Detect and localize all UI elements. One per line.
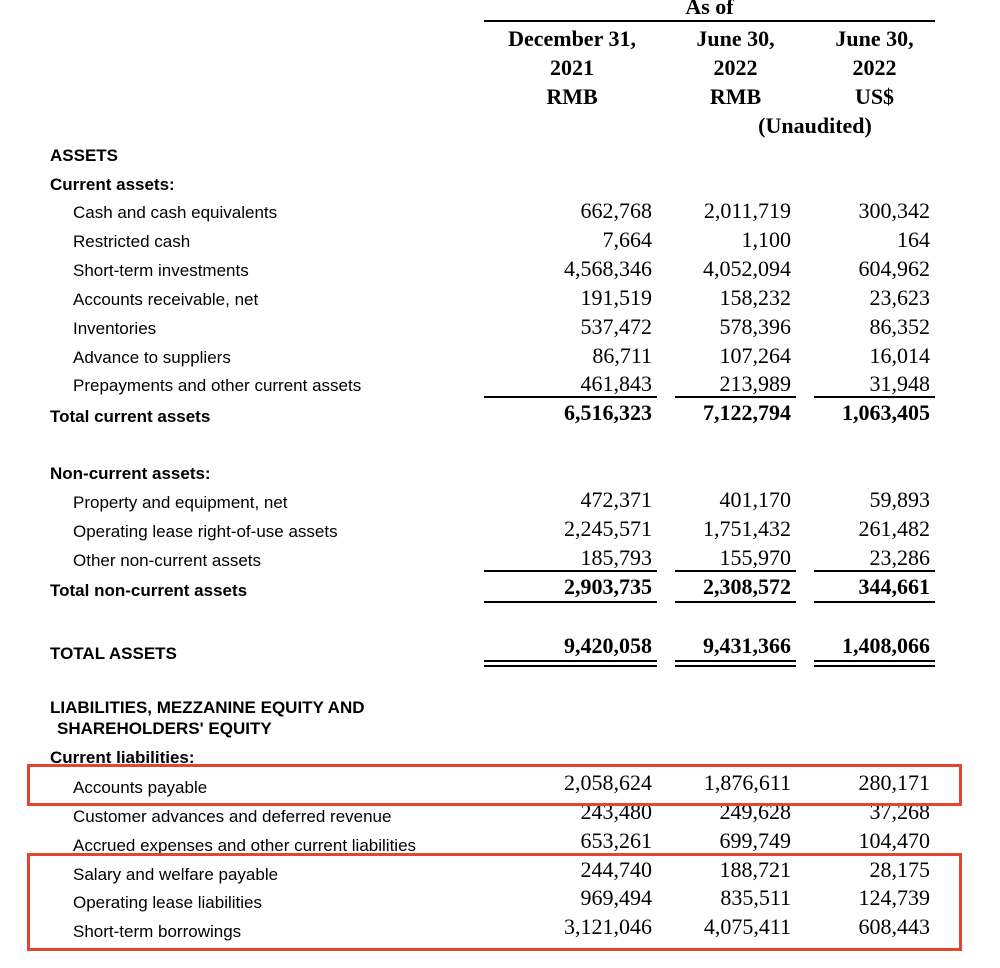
row-value: 104,470 xyxy=(858,828,930,853)
row-value: 9,420,058 xyxy=(564,633,652,658)
row-value: 578,396 xyxy=(719,314,791,339)
row-value: 185,793 xyxy=(580,545,652,570)
row-value: 188,721 xyxy=(719,857,791,882)
row-label: Short-term borrowings xyxy=(73,922,242,941)
row-value: 472,371 xyxy=(580,487,652,512)
subtotal-rule xyxy=(675,601,796,603)
non-current-assets-title: Non-current assets: xyxy=(50,464,211,483)
column-header-line: June 30, xyxy=(696,26,775,51)
as-of-heading: As of xyxy=(685,0,734,19)
row-value: 158,232 xyxy=(719,285,791,310)
column-header-line: 2022 xyxy=(713,55,758,80)
row-value: 1,063,405 xyxy=(842,400,930,425)
column-header-line: US$ xyxy=(854,84,895,109)
column-header-dec-2021 xyxy=(484,24,660,111)
highlight-box-liabilities-group xyxy=(27,853,962,951)
row-value: 835,511 xyxy=(720,885,791,910)
row-value: 969,494 xyxy=(580,885,652,910)
current-liabilities-title: Current liabilities: xyxy=(50,748,195,765)
subtotal-rule xyxy=(814,396,935,398)
row-value: 213,989 xyxy=(719,371,791,396)
row-value: 2,011,719 xyxy=(703,198,791,223)
column-header-jun-2022-rmb xyxy=(675,24,796,111)
row-value: 23,623 xyxy=(869,285,930,310)
row-label: Accrued expenses and other current liabilities xyxy=(73,836,417,855)
row-label: Accounts receivable, net xyxy=(73,290,259,309)
column-header-line: RMB xyxy=(709,84,762,109)
row-value: 59,893 xyxy=(869,487,930,512)
row-value: 537,472 xyxy=(580,314,652,339)
row-value: 243,480 xyxy=(580,799,652,824)
double-rule xyxy=(814,660,935,662)
row-value: 2,245,571 xyxy=(564,516,652,541)
row-label: Cash and cash equivalents xyxy=(73,203,278,222)
current-assets-title: Current assets: xyxy=(50,175,175,194)
row-value: 4,568,346 xyxy=(564,256,652,281)
row-value: 155,970 xyxy=(719,545,791,570)
row-value: 23,286 xyxy=(869,545,930,570)
row-value: 280,171 xyxy=(858,770,930,795)
column-header-jun-2022-usd xyxy=(814,24,935,111)
row-value: 4,075,411 xyxy=(703,914,791,939)
row-value: 7,664 xyxy=(602,227,652,252)
double-rule xyxy=(484,660,657,662)
row-value: 2,058,624 xyxy=(564,770,652,795)
row-value: 2,903,735 xyxy=(564,574,652,599)
row-label: Advance to suppliers xyxy=(73,348,231,367)
liabilities-title: LIABILITIES, MEZZANINE EQUITY AND xyxy=(50,698,365,717)
row-value: 16,014 xyxy=(869,343,930,368)
row-value: 3,121,046 xyxy=(564,914,652,939)
row-label: Total non-current assets xyxy=(50,581,248,600)
highlight-box-accounts-payable xyxy=(27,764,962,806)
row-value: 31,948 xyxy=(869,371,930,396)
row-value: 1,408,066 xyxy=(842,633,930,658)
assets-title: ASSETS xyxy=(50,146,119,165)
column-header-line: December 31, xyxy=(508,26,636,51)
row-value: 300,342 xyxy=(858,198,930,223)
row-label: Total current assets xyxy=(50,407,211,426)
subtotal-rule xyxy=(484,570,657,572)
row-value: 7,122,794 xyxy=(703,400,791,425)
header-rule xyxy=(484,20,935,22)
row-label: Prepayments and other current assets xyxy=(73,376,362,395)
row-label: Customer advances and deferred revenue xyxy=(73,807,392,826)
subtotal-rule xyxy=(484,601,657,603)
double-rule xyxy=(814,665,935,667)
liabilities-title-cont: SHAREHOLDERS' EQUITY xyxy=(57,719,272,738)
row-value: 28,175 xyxy=(869,857,930,882)
row-value: 608,443 xyxy=(858,914,930,939)
row-value: 191,519 xyxy=(580,285,652,310)
row-value: 461,843 xyxy=(580,371,652,396)
row-value: 1,876,611 xyxy=(703,770,791,795)
row-value: 401,170 xyxy=(719,487,791,512)
double-rule xyxy=(484,665,657,667)
row-label: Inventories xyxy=(73,319,157,338)
row-value: 699,749 xyxy=(719,828,791,853)
subtotal-rule xyxy=(484,396,657,398)
row-value: 4,052,094 xyxy=(703,256,791,281)
row-value: 1,100 xyxy=(741,227,791,252)
row-value: 2,308,572 xyxy=(703,574,791,599)
row-label: Restricted cash xyxy=(73,232,191,251)
row-value: 6,516,323 xyxy=(564,400,652,425)
row-label: Salary and welfare payable xyxy=(73,865,279,884)
row-value: 249,628 xyxy=(719,799,791,824)
double-rule xyxy=(675,660,796,662)
row-value: 107,264 xyxy=(719,343,791,368)
column-header-line: June 30, xyxy=(835,26,914,51)
row-value: 604,962 xyxy=(858,256,930,281)
row-value: 86,352 xyxy=(869,314,930,339)
column-header-line: 2021 xyxy=(550,55,594,80)
row-value: 164 xyxy=(897,227,930,252)
row-label: Other non-current assets xyxy=(73,551,262,570)
row-value: 37,268 xyxy=(869,799,930,824)
subtotal-rule xyxy=(675,570,796,572)
row-label: Operating lease liabilities xyxy=(73,893,262,912)
subtotal-rule xyxy=(814,601,935,603)
row-value: 662,768 xyxy=(580,198,652,223)
row-value: 1,751,432 xyxy=(703,516,791,541)
column-header-line: RMB xyxy=(546,84,598,109)
row-label: Operating lease right-of-use assets xyxy=(73,522,338,541)
row-value: 244,740 xyxy=(580,857,652,882)
column-header-line: 2022 xyxy=(852,55,897,80)
double-rule xyxy=(675,665,796,667)
row-label: Accounts payable xyxy=(73,778,208,797)
row-value: 344,661 xyxy=(858,574,930,599)
row-label: TOTAL ASSETS xyxy=(50,644,177,663)
row-value: 653,261 xyxy=(580,828,652,853)
row-value: 86,711 xyxy=(592,343,652,368)
row-value: 261,482 xyxy=(858,516,930,541)
subtotal-rule xyxy=(675,396,796,398)
row-label: Property and equipment, net xyxy=(73,493,288,512)
row-value: 9,431,366 xyxy=(703,633,791,658)
unaudited-label: (Unaudited) xyxy=(758,113,872,138)
subtotal-rule xyxy=(814,570,935,572)
row-label: Short-term investments xyxy=(73,261,249,280)
row-value: 124,739 xyxy=(858,885,930,910)
